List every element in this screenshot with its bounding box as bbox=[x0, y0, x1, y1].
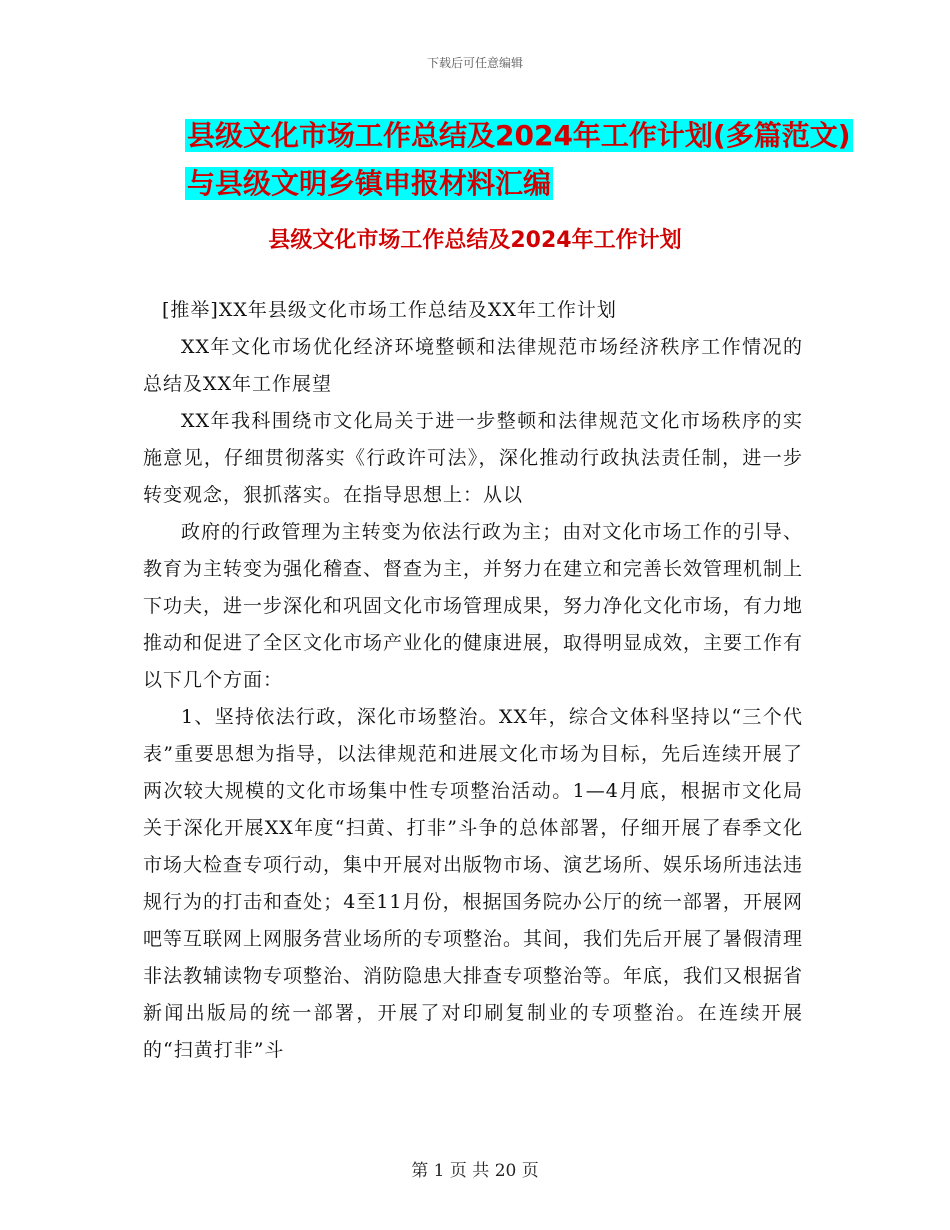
document-title bbox=[185, 112, 851, 208]
document-title-line-2: 与县级文明乡镇申报材料汇编 bbox=[187, 167, 552, 200]
header-note: 下载后可任意编辑 bbox=[426, 56, 523, 70]
page-number-footer: 第 1 页 共 20 页 bbox=[411, 1161, 539, 1181]
paragraph-item-1: 1、坚持依法行政，深化市场整治。XX年，综合文体科坚持以“三个代表”重要思想为指导，以法律规范和进展文化市场为目标，先后连续开展了两次较大规模的文化市场集中性专项整治活动。1—4月底，根据市文化局关于深化开展XX年度“扫黄、打非”斗争的总体部署，仔细开展了春季文化市场大检查专项行动，集中开展对出版物市场、演艺场所、娱乐场所违法违规行为的打击和查处；4至11月份，根据国务院办公厅的统一部署，开展网吧等互联网上网服务营业场所的专项整治。其间，我们先后开展了暑假清理非法教辅读物专项整治、消防隐患大排查专项整治等。年底，我们又根据省新闻出版局的统一部署，开展了对印刷复制业的专项整治。在连续开展的“扫黄打非”斗 bbox=[143, 706, 804, 1061]
paragraph-recommend: [推举]XX年县级文化市场工作总结及XX年工作计划 bbox=[162, 299, 617, 321]
paragraph-intro: XX年我科围绕市文化局关于进一步整顿和法律规范文化市场秩序的实施意见，仔细贯彻落实《行政许可法》，深化推动行政执法责任制，进一步转变观念，狠抓落实。在指导思想上：从以 bbox=[143, 410, 803, 506]
paragraph-summary-heading: XX年文化市场优化经济环境整顿和法律规范市场经济秩序工作情况的总结及XX年工作展望 bbox=[143, 336, 803, 395]
document-title-line-1: 县级文化市场工作总结及2024年工作计划(多篇范文) bbox=[187, 119, 851, 152]
paragraph-guidance: 政府的行政管理为主转变为依法行政为主；由对文化市场工作的引导、教育为主转变为强化稽查、督查为主，并努力在建立和完善长效管理机制上下功夫，进一步深化和巩固文化市场管理成果，努力净化文化市场，有力地推动和促进了全区文化市场产业化的健康进展，取得明显成效，主要工作有以下几个方面： bbox=[143, 521, 804, 691]
section-title: 县级文化市场工作总结及2024年工作计划 bbox=[268, 228, 682, 253]
body-text bbox=[143, 292, 803, 1069]
